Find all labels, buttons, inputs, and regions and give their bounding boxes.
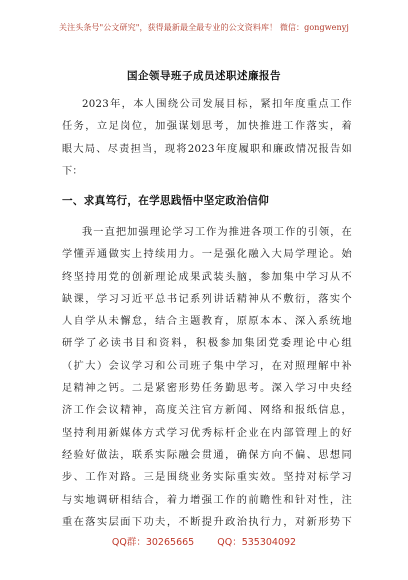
- section1-paragraph: [62, 222, 352, 534]
- body-line: 研学了必读书目和资料，积极参加集团党委理论中心组: [62, 338, 352, 350]
- intro-line: 下：: [62, 165, 83, 177]
- body-line: 学懂弄通做实上持续用力。一是强化融入大局学理论。始: [62, 249, 352, 261]
- body-line: 济工作会议精神，高度关注官方新闻、网络和报纸信息，: [62, 405, 352, 417]
- promo-header: 关注头条号"公文研究"，获得最新最全最专业的公文资料库！ 微信：gongwenyj: [59, 23, 349, 32]
- body-line: （扩大）会议学习和公司班子集中学习，在对照理解中补: [62, 360, 352, 372]
- body-line: 与实地调研相结合，着力增强工作的前瞻性和针对性，注: [62, 494, 352, 506]
- body-line: 足精神之钙。二是紧密形势任务勤思考。深入学习中央经: [62, 383, 352, 395]
- body-line: 经验好做法，联系实际融会贯通，确保方向不偏、思想同: [62, 449, 352, 461]
- section-heading: 一、求真笃行，在学思践悟中坚定政治信仰: [62, 195, 269, 207]
- body-line: 步、工作对路。三是围绕业务实际重实效。坚持对标学习: [62, 472, 352, 484]
- document-title: 国企领导班子成员述职述廉报告: [127, 70, 281, 82]
- intro-line: 任务，立足岗位，加强谋划思考，加快推进工作落实，着: [62, 121, 352, 133]
- intro-paragraph: [62, 94, 352, 183]
- body-line: 缺课，学习习近平总书记系列讲话精神从不敷衍，落实个: [62, 293, 352, 305]
- qq-number: QQ：535304092: [217, 537, 297, 548]
- contact-footer: [0, 534, 408, 548]
- body-line: 人自学从未懈怠，结合主题教育，原原本本、深入系统地: [62, 316, 352, 328]
- body-line: 坚持利用新媒体方式学习优秀标杆企业在内部管理上的好: [62, 427, 352, 439]
- body-line: 重在落实层面下功夫，不断提升政治执行力，对新形势下: [62, 516, 352, 528]
- qq-group-number: QQ群：30265665: [111, 537, 195, 548]
- body-line: 我一直把加强理论学习工作为推进各项工作的引领，在: [82, 227, 352, 238]
- intro-line: 2023年，本人围绕公司发展目标，紧扣年度重点工作: [82, 99, 352, 110]
- body-line: 终坚持用党的创新理论成果武装头脑，参加集中学习从不: [62, 271, 352, 283]
- intro-line: 眼大局、尽责担当，现将2023年度履职和廉政情况报告如: [62, 143, 352, 155]
